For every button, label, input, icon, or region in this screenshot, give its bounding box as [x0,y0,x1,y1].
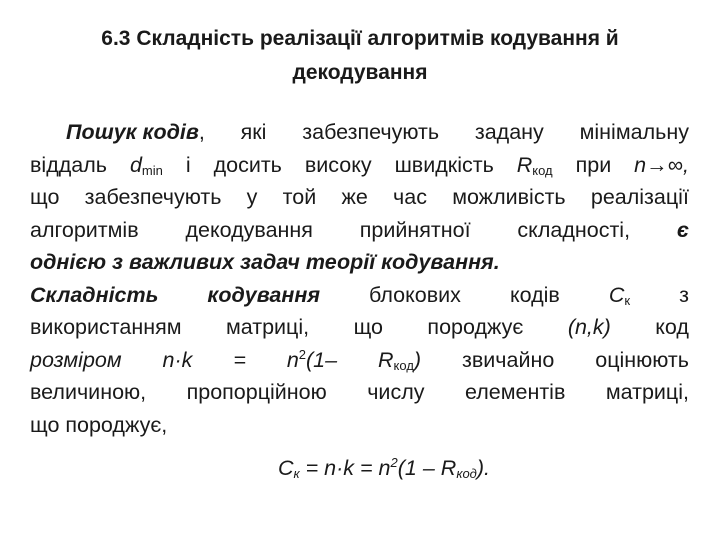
paragraph-line [30,214,689,247]
text-fragment: величиною, [30,380,147,404]
text-fragment: (1– [306,347,338,372]
text-fragment: матриці, [605,380,689,404]
text-fragment: код [655,315,689,339]
subscript: код [532,162,553,178]
text-fragment: віддаль [30,152,107,177]
text-fragment [66,116,205,149]
emphasis-term: однією з важливих задач теорії кодування. [30,250,500,274]
text-fragment: ) [413,347,422,372]
body-paragraph [30,116,689,441]
r-kod-symbol [378,344,421,377]
text-fragment: у [246,185,258,209]
text-fragment: = [233,347,246,372]
subscript: код [456,466,477,481]
slide-title [60,22,660,90]
text-fragment: матриці, [225,315,310,339]
text-fragment: d [129,152,142,177]
text-fragment: з [679,282,689,307]
subscript: к [293,466,300,481]
text-fragment: породжує [427,315,524,339]
paragraph-line [30,246,689,279]
text-fragment: час [393,185,427,209]
text-fragment: розміром [30,347,122,372]
superscript: 2 [298,346,307,362]
formula-part: (1 – [397,456,441,480]
text-fragment: декодування [185,217,313,242]
text-fragment: що породжує, [30,412,168,437]
text-fragment: C [608,282,625,307]
r-kod-symbol [517,149,553,182]
text-fragment: забезпечують [84,185,222,209]
text-fragment: використанням [30,315,182,339]
text-fragment: оцінюють [595,347,689,372]
d-min-symbol [130,149,163,182]
text-fragment: елементів [464,380,566,404]
emphasis-term: Складність [30,282,159,307]
formula-part: R [440,456,457,480]
emphasis-term: Пошук кодів [66,120,199,144]
text-fragment: числу [367,380,425,404]
paragraph-line [30,344,689,377]
subscript: код [393,357,414,373]
text-fragment: забезпечують [302,120,440,144]
text-fragment: високу [304,152,372,177]
text-fragment: що [353,315,383,339]
text-fragment: пропорційною [186,380,327,404]
formula-part: ). [476,456,491,480]
text-fragment: мінімальну [579,120,689,144]
nk-expression: n·k [162,347,193,372]
text-fragment: швидкість [394,152,494,177]
text-fragment: той [282,185,317,209]
text-fragment: задану [474,120,544,144]
title-line-2: декодування [292,61,428,84]
paragraph-line [30,149,689,182]
text-fragment: які [240,120,267,144]
text-fragment: R [516,152,533,177]
text-fragment: досить [213,152,282,177]
text-fragment: кодів [509,282,560,307]
text-fragment: і [185,152,191,177]
text-fragment: звичайно [462,347,555,372]
paragraph-line [30,311,689,344]
paragraph-line [30,376,689,409]
formula-part: = n·k = n [299,456,391,480]
text-fragment: що [30,185,60,209]
text-fragment: прийнятної [359,217,471,242]
text-fragment: алгоритмів [30,217,139,242]
limit-expression: n→∞, [634,152,689,177]
emphasis-term: є [676,217,689,242]
text-fragment: R [378,347,394,372]
paragraph-line [30,116,689,149]
text-fragment: можливість [452,185,566,209]
text-fragment: блокових [369,282,461,307]
text-fragment: , [198,120,205,144]
text-fragment: при [575,152,612,177]
superscript: 2 [390,455,398,470]
title-line-1: 6.3 Складність реалізації алгоритмів кодування й [101,27,619,50]
paragraph-line [30,409,689,442]
complexity-formula [278,456,490,481]
subscript: min [141,162,163,178]
nk-expression: (n,k) [567,315,611,339]
text-fragment: реалізації [590,185,689,209]
paragraph-line [30,181,689,214]
text-fragment: же [341,185,368,209]
inline-formula [287,344,337,377]
paragraph-line [30,279,689,312]
emphasis-term: кодування [207,282,320,307]
text-fragment: складності, [517,217,631,242]
formula-part: C [278,456,294,480]
c-k-symbol [609,279,630,312]
subscript: к [624,292,631,308]
text-fragment: n [286,347,299,372]
